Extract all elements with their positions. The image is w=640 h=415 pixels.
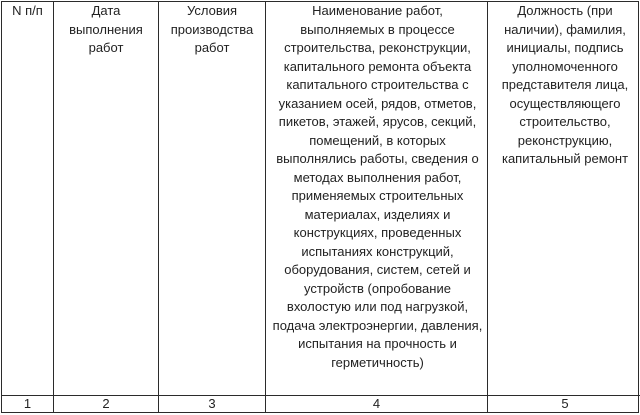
header-cell-date: [54, 2, 159, 395]
header-label-conditions: Условия производства работ: [159, 2, 265, 58]
header-label-representative: Должность (при наличии), фамилия, инициалы, подпись уполномоченного представителя лица, осуществляющего строительство, реконструкцию, капитальный ремонт: [488, 2, 640, 169]
column-number-cell: 1: [2, 395, 54, 412]
works-log-table-frame: [1, 1, 639, 413]
column-number-cell: 4: [266, 395, 488, 412]
header-cell-number: [2, 2, 54, 395]
header-label-work-description: Наименование работ, выполняемых в процессе строительства, реконструкции, капитального ремонта объекта капитального строительства с указанием осей, рядов, отметов, пикетов, этажей, ярусов, секций, помещений, в которых выполнялись работы, сведения о методах выполнения работ, применяемых строительных материалах, изделиях и конструкциях, проведенных испытаниях конструкций, оборудования, систем, сетей и устройств (опробование вхолостую или под нагрузкой, подача электроэнергии, давления, испытания на прочность и герметичность): [266, 2, 487, 372]
header-cell-representative: [488, 2, 640, 395]
header-cell-work-description: [266, 2, 488, 395]
header-label-date: Дата выполнения работ: [54, 2, 158, 58]
works-log-table: [2, 2, 640, 412]
column-number-cell: 5: [488, 395, 640, 412]
table-header-row: [2, 2, 640, 395]
header-label-number: N п/п: [2, 2, 53, 21]
column-number-cell: 2: [54, 395, 159, 412]
column-number-row: [2, 395, 640, 412]
column-number-cell: 3: [159, 395, 266, 412]
header-cell-conditions: [159, 2, 266, 395]
